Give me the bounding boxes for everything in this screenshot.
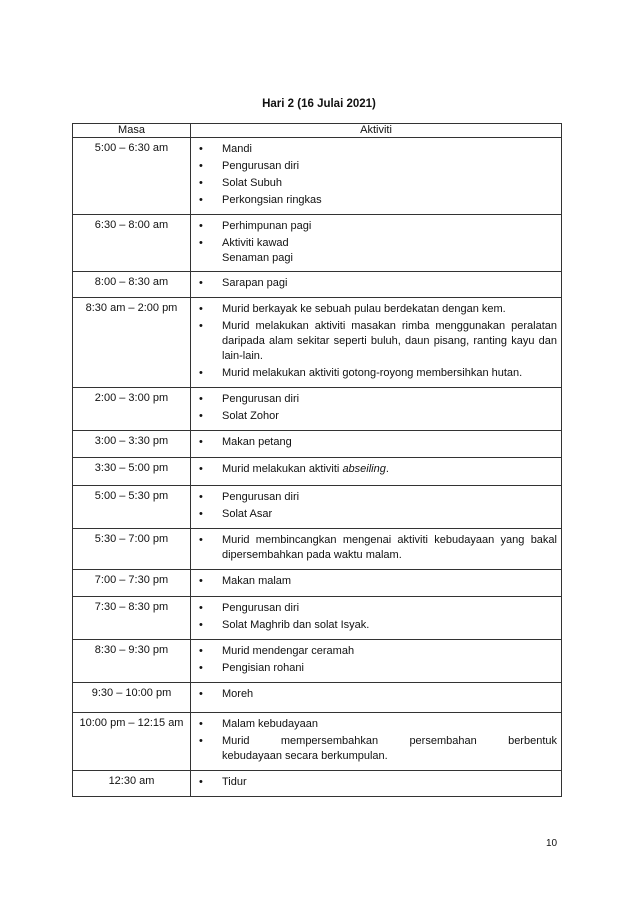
- activity-cell: [191, 272, 562, 298]
- activity-cell: [191, 597, 562, 640]
- table-row: [73, 597, 562, 640]
- time-cell: 5:00 – 5:30 pm: [73, 486, 191, 529]
- activity-cell: [191, 640, 562, 683]
- time-cell: 2:00 – 3:00 pm: [73, 388, 191, 431]
- activity-subtext: Senaman pagi: [222, 252, 293, 264]
- time-cell: 3:00 – 3:30 pm: [73, 431, 191, 458]
- activity-item: • Malam kebudayaan: [199, 717, 557, 732]
- activity-text: Murid melakukan aktiviti: [222, 463, 343, 475]
- time-cell: 5:30 – 7:00 pm: [73, 529, 191, 570]
- activity-item: • Perhimpunan pagi: [199, 219, 557, 234]
- activity-cell: [191, 215, 562, 272]
- activity-item: • Murid membincangkan mengenai aktiviti kebudayaan yang bakal dipersembahkan pada waktu malam.: [199, 533, 557, 563]
- activity-text-line: kebudayaan secara berkumpulan.: [222, 750, 388, 762]
- time-cell: 8:00 – 8:30 am: [73, 272, 191, 298]
- table-header-row: [73, 124, 562, 138]
- activity-item: • Makan malam: [199, 574, 557, 589]
- table-row: [73, 486, 562, 529]
- activity-item: [199, 462, 557, 477]
- table-row: [73, 138, 562, 215]
- activity-cell: [191, 458, 562, 486]
- table-row: [73, 215, 562, 272]
- activity-item: • Tidur: [199, 775, 557, 790]
- activity-item: • Murid mendengar ceramah: [199, 644, 557, 659]
- table-row: [73, 683, 562, 713]
- activity-item: • Makan petang: [199, 435, 557, 450]
- activity-cell: [191, 431, 562, 458]
- activity-item: • Solat Asar: [199, 507, 557, 522]
- activity-cell: [191, 570, 562, 597]
- activity-text-suffix: .: [385, 463, 389, 475]
- time-cell: 3:30 – 5:00 pm: [73, 458, 191, 486]
- activity-cell: [191, 298, 562, 388]
- activity-item: [199, 734, 557, 764]
- activity-cell: [191, 683, 562, 713]
- time-cell: 6:30 – 8:00 am: [73, 215, 191, 272]
- activity-cell: [191, 388, 562, 431]
- table-row: [73, 570, 562, 597]
- table-row: [73, 640, 562, 683]
- activity-cell: [191, 771, 562, 797]
- time-cell: 10:00 pm – 12:15 am: [73, 713, 191, 771]
- activity-item: • Mandi: [199, 142, 557, 157]
- activity-item: • Murid melakukan aktiviti masakan rimba menggunakan peralatan daripada alam sekitar seperti buluh, daun pisang, ranting kayu dan lain-lain.: [199, 319, 557, 364]
- header-aktiviti: Aktiviti: [191, 124, 562, 138]
- activity-item: • Solat Zohor: [199, 409, 557, 424]
- activity-item: • Pengisian rohani: [199, 661, 557, 676]
- time-cell: 8:30 – 9:30 pm: [73, 640, 191, 683]
- activity-item: • Perkongsian ringkas: [199, 193, 557, 208]
- activity-item: • Pengurusan diri: [199, 159, 557, 174]
- time-cell: 5:00 – 6:30 am: [73, 138, 191, 215]
- activity-item: • Pengurusan diri: [199, 490, 557, 505]
- table-row: [73, 431, 562, 458]
- table-row: [73, 771, 562, 797]
- table-row: [73, 458, 562, 486]
- activity-item: • Pengurusan diri: [199, 601, 557, 616]
- activity-item: • Sarapan pagi: [199, 276, 557, 291]
- table-row: [73, 713, 562, 771]
- activity-text-line: • Murid mempersembahkan persembahan berbentuk: [222, 735, 557, 747]
- schedule-table: [72, 123, 562, 797]
- table-row: [73, 298, 562, 388]
- page-number: 10: [546, 838, 558, 849]
- header-masa: Masa: [73, 124, 191, 138]
- activity-cell: [191, 486, 562, 529]
- activity-italic-text: abseiling: [342, 463, 386, 475]
- activity-cell: [191, 713, 562, 771]
- activity-item: • Murid melakukan aktiviti gotong-royong membersihkan hutan.: [199, 366, 557, 381]
- activity-item: • Moreh: [199, 687, 557, 702]
- activity-item: • Solat Maghrib dan solat Isyak.: [199, 618, 557, 633]
- time-cell: 9:30 – 10:00 pm: [73, 683, 191, 713]
- page-title: Hari 2 (16 Julai 2021): [262, 98, 376, 110]
- table-row: [73, 529, 562, 570]
- activity-item: • Solat Subuh: [199, 176, 557, 191]
- activity-item: • Aktiviti kawad: [199, 236, 557, 251]
- activity-cell: [191, 138, 562, 215]
- time-cell: 8:30 am – 2:00 pm: [73, 298, 191, 388]
- activity-cell: [191, 529, 562, 570]
- time-cell: 12:30 am: [73, 771, 191, 797]
- table-row: [73, 272, 562, 298]
- activity-item: • Pengurusan diri: [199, 392, 557, 407]
- table-row: [73, 388, 562, 431]
- activity-item: • Murid berkayak ke sebuah pulau berdekatan dengan kem.: [199, 302, 557, 317]
- time-cell: 7:30 – 8:30 pm: [73, 597, 191, 640]
- time-cell: 7:00 – 7:30 pm: [73, 570, 191, 597]
